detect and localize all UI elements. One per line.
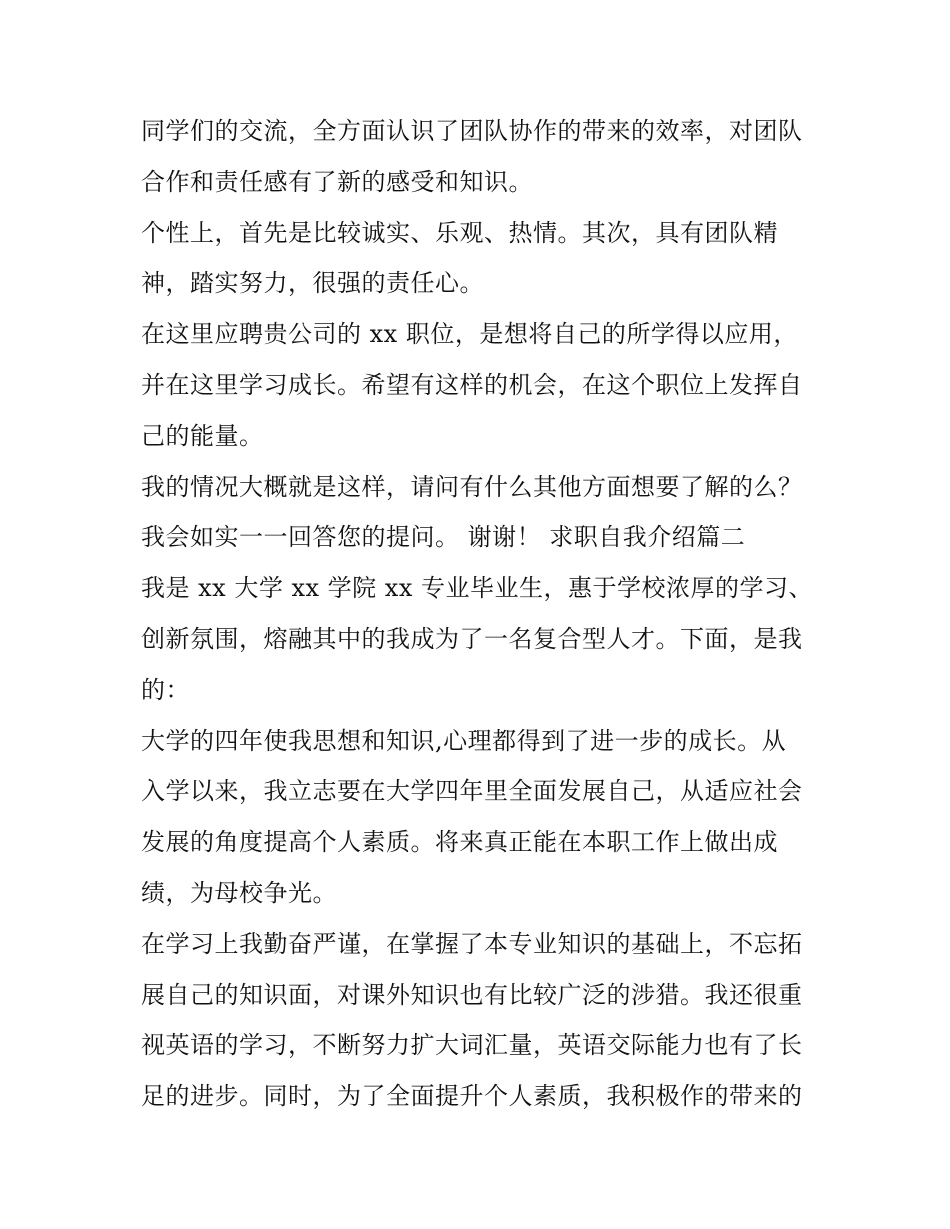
text-line: 大学的四年使我思想和知识,心理都得到了进一步的成长。从 xyxy=(141,726,787,755)
text-line: 合作和责任感有了新的感受和知识。 xyxy=(141,167,533,196)
text-line: 展自己的知识面，对课外知识也有比较广泛的涉猎。我还很重 xyxy=(141,980,803,1009)
text-line: 个性上，首先是比较诚实、乐观、热情。其次，具有团队精 xyxy=(141,218,778,247)
text-line: 入学以来，我立志要在大学四年里全面发展自己，从适应社会 xyxy=(141,777,803,806)
body-text xyxy=(141,106,821,1122)
text-line: 的： xyxy=(141,675,190,704)
text-line: 视英语的学习，不断努力扩大词汇量，英语交际能力也有了长 xyxy=(141,1031,803,1060)
text-line: 神，踏实努力，很强的责任心。 xyxy=(141,269,484,298)
text-line: 足的进步。同时，为了全面提升个人素质，我积极作的带来的 xyxy=(141,1082,803,1111)
text-line: 并在这里学习成长。希望有这样的机会，在这个职位上发挥自 xyxy=(141,370,803,399)
text-line: 我会如实一一回答您的提问。 谢谢！ 求职自我介绍篇二 xyxy=(141,523,746,552)
text-line: 我的情况大概就是这样，请问有什么其他方面想要了解的么？ xyxy=(141,472,803,501)
text-line: 绩，为母校争光。 xyxy=(141,878,337,907)
text-line: 同学们的交流，全方面认识了团队协作的带来的效率，对团队 xyxy=(141,117,803,145)
text-line: 在学习上我勤奋严谨，在掌握了本专业知识的基础上，不忘拓 xyxy=(141,929,803,958)
text-line: 创新氛围，熔融其中的我成为了一名复合型人才。下面，是我 xyxy=(141,624,803,653)
text-line: 己的能量。 xyxy=(141,421,264,450)
text-line: 在这里应聘贵公司的 xx 职位，是想将自己的所学得以应用， xyxy=(141,320,798,349)
text-line: 我是 xx 大学 xx 学院 xx 专业毕业生，惠于学校浓厚的学习、 xyxy=(141,574,813,603)
text-line: 发展的角度提高个人素质。将来真正能在本职工作上做出成 xyxy=(141,828,778,857)
